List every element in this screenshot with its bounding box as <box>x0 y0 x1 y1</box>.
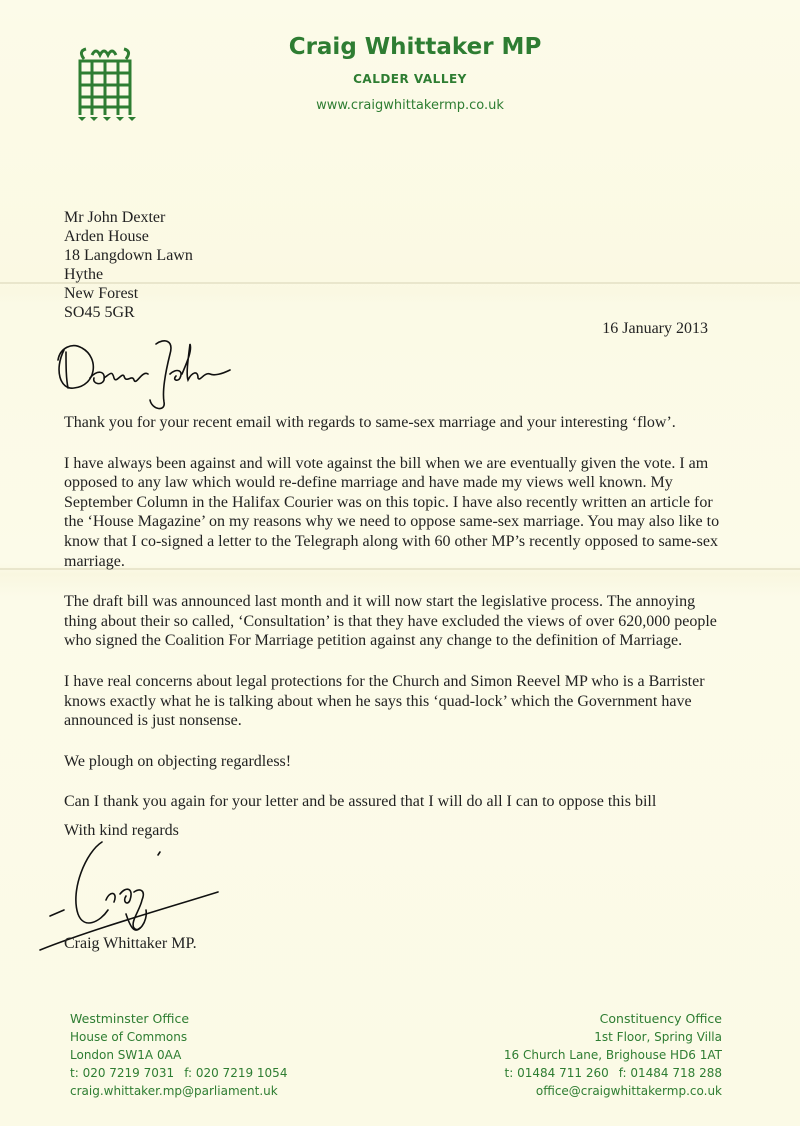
address-line: SO45 5GR <box>64 304 135 321</box>
office-title: Westminster Office <box>70 1011 190 1026</box>
letterhead-website[interactable]: www.craigwhittakermp.co.uk <box>316 98 504 113</box>
office-address-line: House of Commons <box>70 1030 188 1044</box>
handwritten-salutation <box>52 330 252 420</box>
body-paragraph: I have always been against and will vote against the bill when we are eventually given the vote. I am opposed to any law which would re-define marriage and have made my views well known. My September Column in the Halifax Courier was on this topic. I have also recently written an article for the ‘House Magazine’ on my reasons why we need to oppose same-sex marriage. You may also like to know that I co-signed a letter to the Telegraph along with 60 other MP’s recently opposed to same-sex marriage. <box>64 454 720 570</box>
letterhead-constituency: CALDER VALLEY <box>353 72 467 86</box>
letter-closing: With kind regards <box>64 822 179 839</box>
office-fax: f: 01484 718 288 <box>618 1066 722 1080</box>
address-line: Arden House <box>64 228 149 245</box>
office-email[interactable]: craig.whittaker.mp@parliament.uk <box>70 1084 278 1098</box>
office-phone: t: 01484 711 260 <box>504 1066 609 1080</box>
office-address-line: 16 Church Lane, Brighouse HD6 1AT <box>503 1048 722 1062</box>
address-line: 18 Langdown Lawn <box>64 247 193 264</box>
office-phone: t: 020 7219 7031 <box>70 1066 175 1080</box>
office-title: Constituency Office <box>599 1011 722 1026</box>
office-address-line: 1st Floor, Spring Villa <box>594 1030 722 1044</box>
address-line: New Forest <box>64 285 139 302</box>
body-paragraph: Can I thank you again for your letter and be assured that I will do all I can to oppose this bill <box>64 793 657 811</box>
body-paragraph: Thank you for your recent email with regards to same-sex marriage and your interesting ‘flow’. <box>64 414 676 431</box>
office-email[interactable]: office@craigwhittakermp.co.uk <box>535 1084 722 1098</box>
signatory-name: Craig Whittaker MP. <box>64 935 197 952</box>
letterhead-name: Craig Whittaker MP <box>288 34 542 60</box>
office-contact-numbers <box>70 1064 287 1082</box>
body-paragraph: The draft bill was announced last month and it will now start the legislative process. The annoying thing about their so called, ‘Consultation’ is that they have excluded the views of over 620,000 people who signed the Coalition For Marriage petition against any change to the definition of Marriage. <box>64 593 717 650</box>
constituency-office <box>504 1010 722 1100</box>
office-fax: f: 020 7219 1054 <box>184 1066 288 1080</box>
westminster-office <box>70 1010 287 1100</box>
recipient-address <box>64 208 193 322</box>
address-line: Mr John Dexter <box>64 209 166 226</box>
letter-date: 16 January 2013 <box>602 320 708 337</box>
address-line: Hythe <box>64 266 104 283</box>
body-paragraph: We plough on objecting regardless! <box>64 752 292 770</box>
office-contact-numbers <box>504 1064 722 1082</box>
body-paragraph: I have real concerns about legal protections for the Church and Simon Reevel MP who is a Barrister knows exactly what he is talking about when he says this ‘quad-lock’ which the Government have announced is just nonsense. <box>64 672 705 730</box>
office-address-line: London SW1A 0AA <box>70 1048 182 1062</box>
letter-body <box>64 413 724 833</box>
